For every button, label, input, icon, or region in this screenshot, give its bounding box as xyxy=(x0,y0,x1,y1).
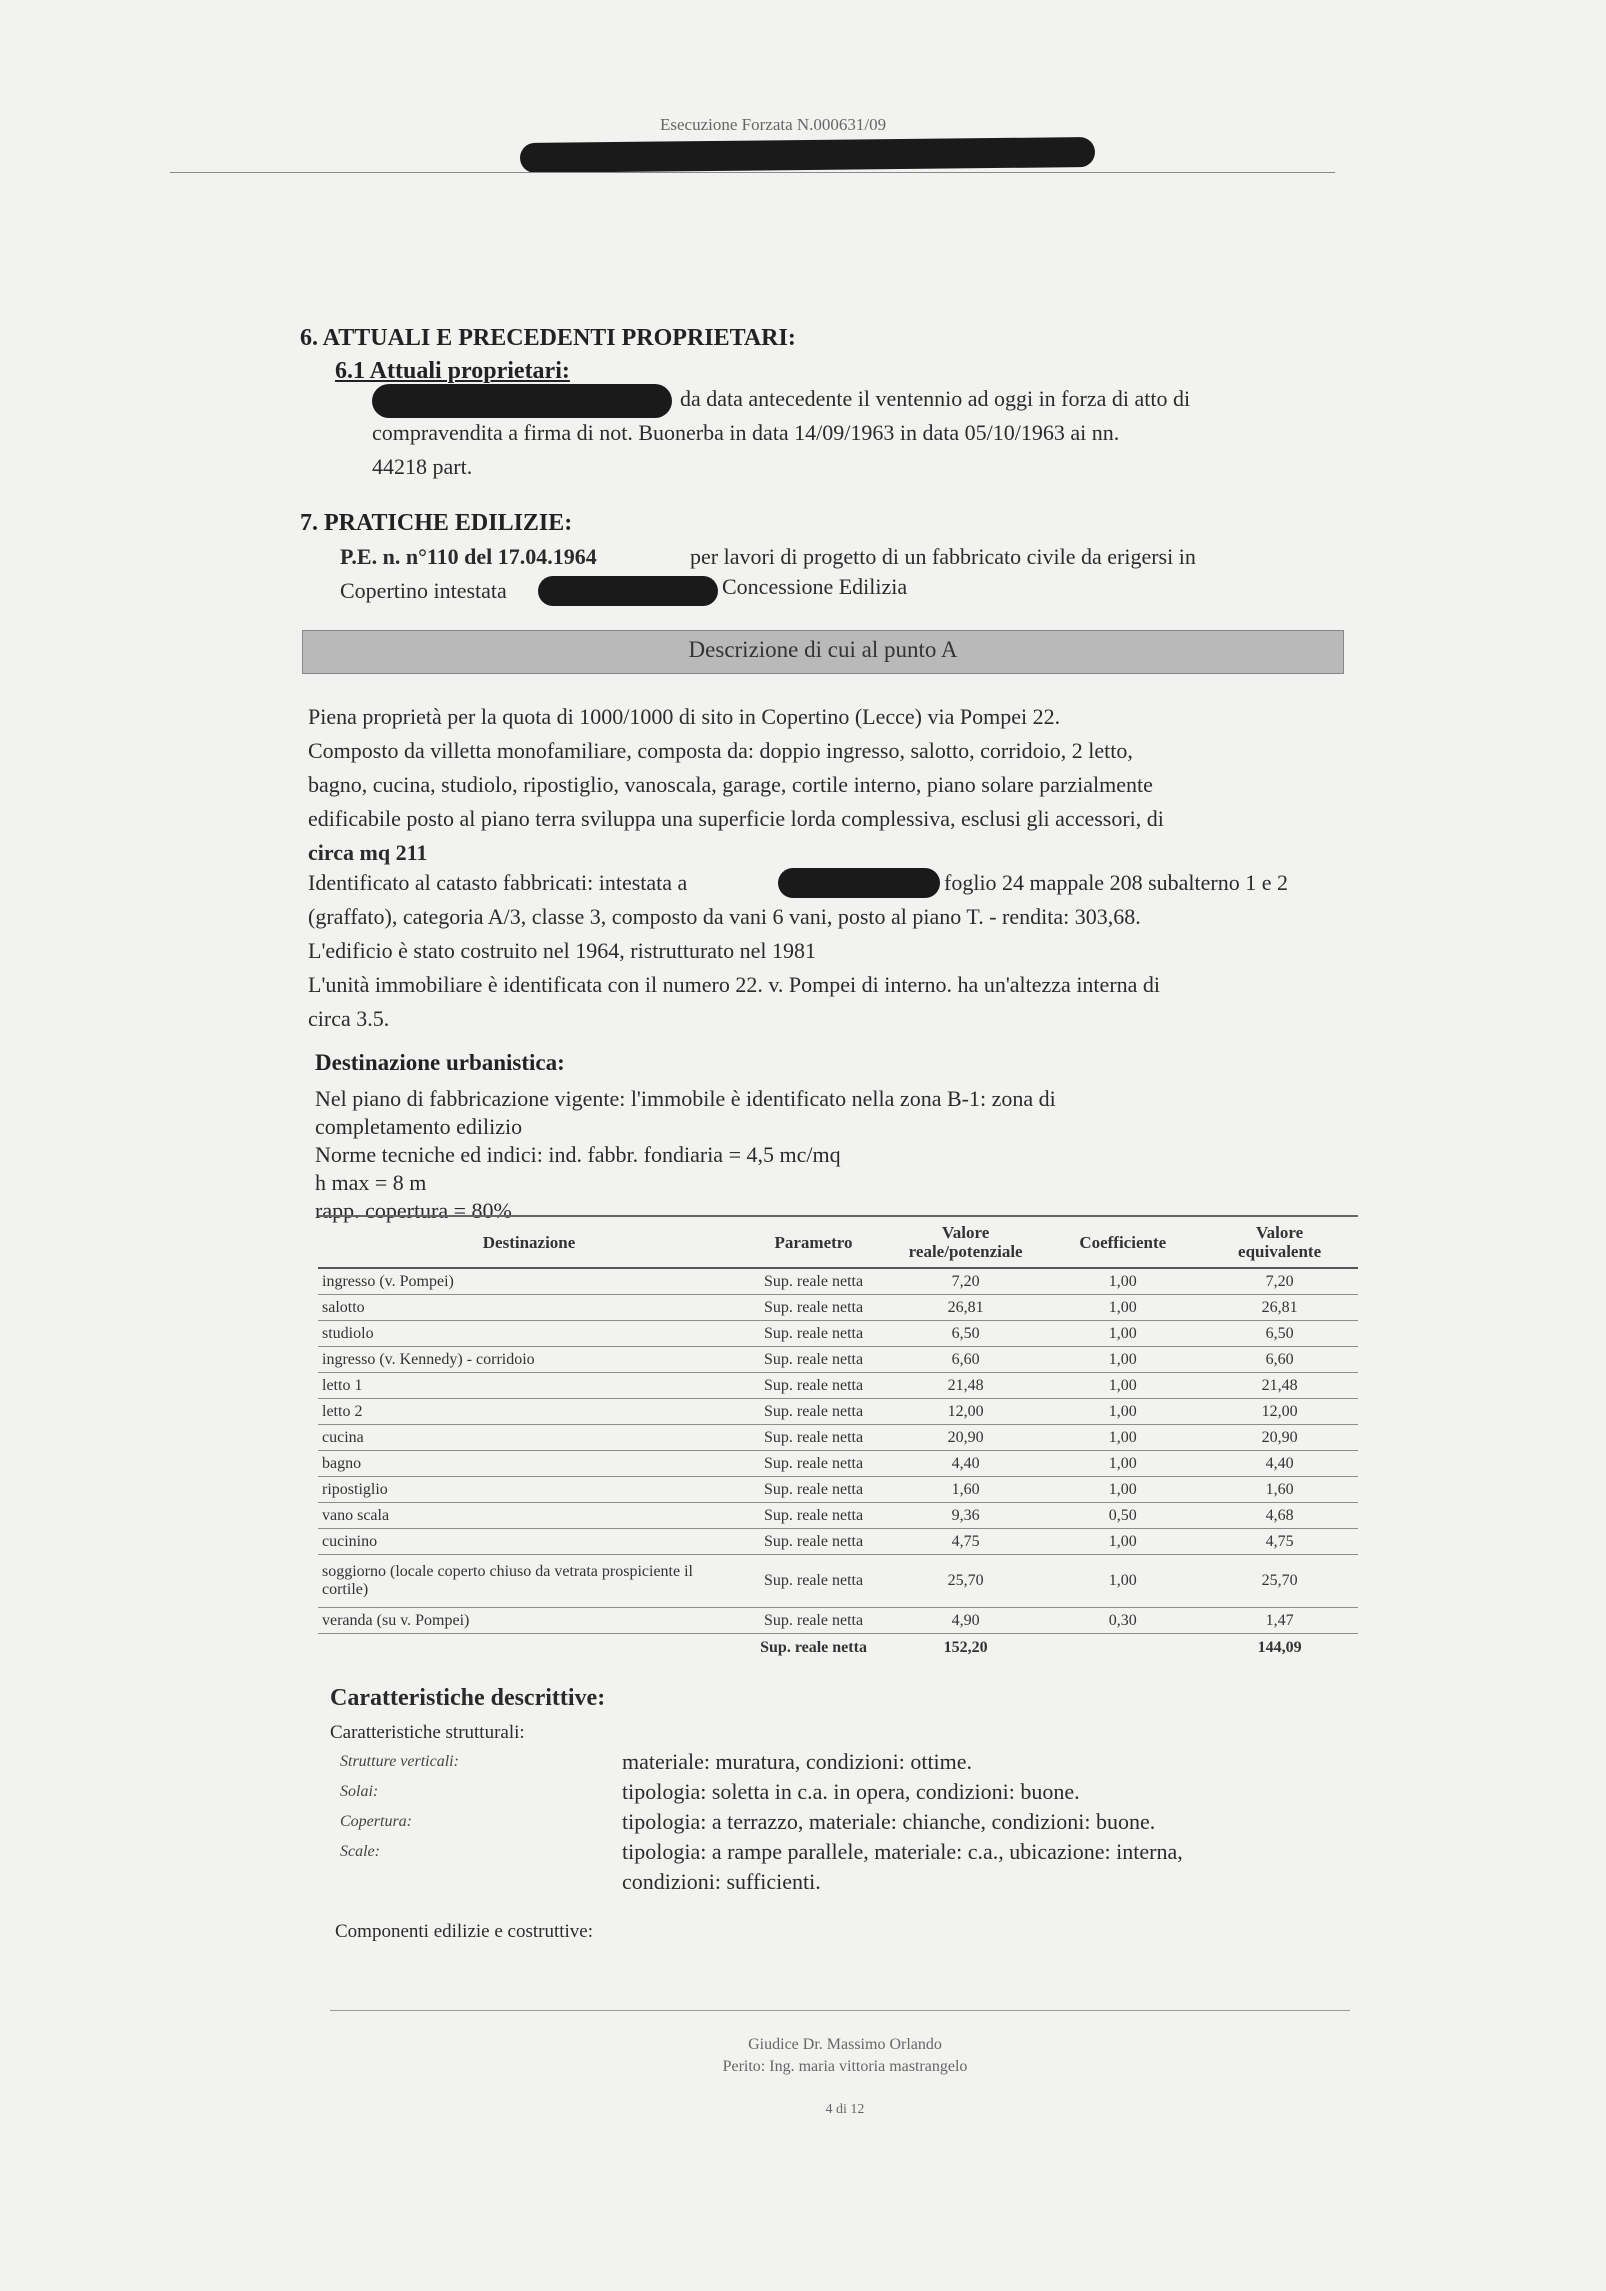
cell-coef: 1,00 xyxy=(1044,1321,1201,1347)
cell-param: Sup. reale netta xyxy=(740,1295,887,1321)
cell-dest: ingresso (v. Pompei) xyxy=(318,1268,740,1295)
cell-coef: 1,00 xyxy=(1044,1295,1201,1321)
cell-coef: 1,00 xyxy=(1044,1555,1201,1608)
cell-coef: 1,00 xyxy=(1044,1451,1201,1477)
cell-val: 4,75 xyxy=(887,1529,1044,1555)
urban-heading: Destinazione urbanistica: xyxy=(315,1050,565,1075)
value-strutture: materiale: muratura, condizioni: ottime. xyxy=(622,1749,973,1774)
urban-l3: Norme tecniche ed indici: ind. fabbr. fondiaria = 4,5 mc/mq xyxy=(315,1142,841,1167)
table-row xyxy=(318,1529,1358,1555)
cell-dest: salotto xyxy=(318,1295,740,1321)
cell-dest: cucinino xyxy=(318,1529,740,1555)
value-scale-cont: condizioni: sufficienti. xyxy=(622,1869,821,1894)
cell-coef: 0,50 xyxy=(1044,1503,1201,1529)
cell-param: Sup. reale netta xyxy=(740,1555,887,1608)
cell-coef: 1,00 xyxy=(1044,1529,1201,1555)
cell-coef: 1,00 xyxy=(1044,1399,1201,1425)
table-row xyxy=(318,1555,1358,1608)
table-row xyxy=(318,1503,1358,1529)
col-eq-line2: equivalente xyxy=(1238,1242,1322,1261)
cell-dest: letto 1 xyxy=(318,1373,740,1399)
cell-eq: 1,47 xyxy=(1201,1608,1358,1634)
footer-divider xyxy=(330,2010,1350,2011)
cell-dest: vano scala xyxy=(318,1503,740,1529)
cell-param: Sup. reale netta xyxy=(740,1373,887,1399)
cell-val: 6,60 xyxy=(887,1347,1044,1373)
urban-l5: rapp. copertura = 80% xyxy=(315,1198,512,1223)
urban-l2: completamento edilizio xyxy=(315,1114,523,1139)
cell-val: 26,81 xyxy=(887,1295,1044,1321)
cell-dest: veranda (su v. Pompei) xyxy=(318,1608,740,1634)
cell-coef: 1,00 xyxy=(1044,1477,1201,1503)
cell-eq: 25,70 xyxy=(1201,1555,1358,1608)
col-destinazione: Destinazione xyxy=(318,1216,740,1268)
cell-val: 21,48 xyxy=(887,1373,1044,1399)
cell-val: 25,70 xyxy=(887,1555,1044,1608)
desc-p6a: Identificato al catasto fabbricati: intestata a xyxy=(308,870,688,895)
redaction-mark xyxy=(520,137,1095,173)
caratteristiche-heading: Caratteristiche descrittive: xyxy=(330,1685,606,1711)
cell-val: 20,90 xyxy=(887,1425,1044,1451)
table-row xyxy=(318,1268,1358,1295)
col-eq-line1: Valore xyxy=(1255,1223,1304,1242)
table-row xyxy=(318,1321,1358,1347)
table-row xyxy=(318,1295,1358,1321)
value-scale: tipologia: a rampe parallele, materiale: c.a., ubicazione: interna, xyxy=(622,1839,1183,1864)
cell-dest: bagno xyxy=(318,1451,740,1477)
section6-line2: compravendita a firma di not. Buonerba in data 14/09/1963 in data 05/10/1963 ai nn. xyxy=(372,420,1120,445)
col-coefficiente: Coefficiente xyxy=(1044,1216,1201,1268)
total-eq: 144,09 xyxy=(1257,1639,1302,1656)
label-solai: Solai: xyxy=(340,1783,379,1800)
cell-val: 4,40 xyxy=(887,1451,1044,1477)
desc-p9: L'unità immobiliare è identificata con il numero 22. v. Pompei di interno. ha un'altezza interna di xyxy=(308,972,1161,997)
cell-dest: studiolo xyxy=(318,1321,740,1347)
componenti-label: Componenti edilizie e costruttive: xyxy=(335,1921,594,1942)
cell-val: 7,20 xyxy=(887,1268,1044,1295)
redaction-mark xyxy=(372,384,672,418)
desc-p6b: foglio 24 mappale 208 subalterno 1 e 2 xyxy=(944,870,1288,895)
banner-title: Descrizione di cui al punto A xyxy=(688,637,958,662)
cell-val: 12,00 xyxy=(887,1399,1044,1425)
table-row xyxy=(318,1347,1358,1373)
table-total-row xyxy=(318,1634,1358,1663)
cell-param: Sup. reale netta xyxy=(740,1451,887,1477)
cell-coef: 1,00 xyxy=(1044,1425,1201,1451)
value-solai: tipologia: soletta in c.a. in opera, condizioni: buone. xyxy=(622,1779,1080,1804)
cell-val: 6,50 xyxy=(887,1321,1044,1347)
redaction-mark xyxy=(778,868,940,898)
col-valore-reale xyxy=(887,1216,1044,1268)
cell-dest: ingresso (v. Kennedy) - corridoio xyxy=(318,1347,740,1373)
cell-param: Sup. reale netta xyxy=(740,1268,887,1295)
cell-param: Sup. reale netta xyxy=(740,1503,887,1529)
cell-val: 9,36 xyxy=(887,1503,1044,1529)
cell-param: Sup. reale netta xyxy=(740,1529,887,1555)
cell-coef: 1,00 xyxy=(1044,1347,1201,1373)
desc-p3: bagno, cucina, studiolo, ripostiglio, vanoscala, garage, cortile interno, piano solare parzialmente xyxy=(308,772,1153,797)
urban-l4: h max = 8 m xyxy=(315,1170,427,1195)
cell-param: Sup. reale netta xyxy=(740,1399,887,1425)
cell-param: Sup. reale netta xyxy=(740,1321,887,1347)
page-number: 4 di 12 xyxy=(825,2102,865,2117)
header-title: Esecuzione Forzata N.000631/09 xyxy=(660,115,887,134)
desc-p10: circa 3.5. xyxy=(308,1006,390,1031)
table-row xyxy=(318,1608,1358,1634)
caratteristiche-sub: Caratteristiche strutturali: xyxy=(330,1722,525,1743)
section7-heading: 7. PRATICHE EDILIZIE: xyxy=(300,510,573,536)
urban-l1: Nel piano di fabbricazione vigente: l'immobile è identificato nella zona B-1: zona di xyxy=(315,1086,1056,1111)
desc-p2: Composto da villetta monofamiliare, composta da: doppio ingresso, salotto, corridoio, 2 letto, xyxy=(308,738,1133,763)
cell-eq: 26,81 xyxy=(1201,1295,1358,1321)
section7-line1: per lavori di progetto di un fabbricato civile da erigersi in xyxy=(690,544,1196,569)
cell-param: Sup. reale netta xyxy=(740,1347,887,1373)
value-copertura: tipologia: a terrazzo, materiale: chianche, condizioni: buone. xyxy=(622,1809,1156,1834)
cell-eq: 20,90 xyxy=(1201,1425,1358,1451)
cell-param: Sup. reale netta xyxy=(740,1608,887,1634)
section6-heading: 6. ATTUALI E PRECEDENTI PROPRIETARI: xyxy=(300,325,796,351)
header-divider xyxy=(170,172,1335,173)
section7-line2b: Concessione Edilizia xyxy=(722,574,908,599)
cell-coef: 0,30 xyxy=(1044,1608,1201,1634)
section6-subheading: 6.1 Attuali proprietari: xyxy=(335,358,570,384)
cell-eq: 6,60 xyxy=(1201,1347,1358,1373)
cell-eq: 21,48 xyxy=(1201,1373,1358,1399)
cell-eq: 4,68 xyxy=(1201,1503,1358,1529)
desc-p5: circa mq 211 xyxy=(308,840,428,865)
cell-dest: cucina xyxy=(318,1425,740,1451)
desc-p7: (graffato), categoria A/3, classe 3, composto da vani 6 vani, posto al piano T. - rendita: 303,68. xyxy=(308,904,1141,929)
footer-expert: Perito: Ing. maria vittoria mastrangelo xyxy=(722,2058,968,2075)
total-param: Sup. reale netta xyxy=(760,1639,867,1656)
cell-eq: 4,75 xyxy=(1201,1529,1358,1555)
section7-line2a: Copertino intestata xyxy=(340,578,507,603)
cell-eq: 1,60 xyxy=(1201,1477,1358,1503)
cell-coef: 1,00 xyxy=(1044,1373,1201,1399)
desc-p1: Piena proprietà per la quota di 1000/1000 di sito in Copertino (Lecce) via Pompei 22. xyxy=(308,704,1061,729)
cell-param: Sup. reale netta xyxy=(740,1425,887,1451)
cell-dest: soggiorno (locale coperto chiuso da vetrata prospiciente il cortile) xyxy=(318,1555,740,1608)
col-valore-line1: Valore xyxy=(942,1223,990,1242)
col-valore-line2: reale/potenziale xyxy=(908,1242,1023,1261)
table-row xyxy=(318,1451,1358,1477)
redaction-mark xyxy=(538,576,718,606)
col-valore-equivalente xyxy=(1201,1216,1358,1268)
cell-eq: 7,20 xyxy=(1201,1268,1358,1295)
col-parametro: Parametro xyxy=(740,1216,887,1268)
section6-line1: da data antecedente il ventennio ad oggi in forza di atto di xyxy=(680,386,1191,411)
desc-p4: edificabile posto al piano terra sviluppa una superficie lorda complessiva, esclusi gli accessori, di xyxy=(308,806,1164,831)
cell-dest: ripostiglio xyxy=(318,1477,740,1503)
surface-table xyxy=(318,1215,1358,1662)
cell-eq: 4,40 xyxy=(1201,1451,1358,1477)
table-row xyxy=(318,1399,1358,1425)
section-banner xyxy=(302,630,1344,674)
section6-line3: 44218 part. xyxy=(372,454,473,479)
label-copertura: Copertura: xyxy=(340,1813,412,1830)
cell-eq: 12,00 xyxy=(1201,1399,1358,1425)
label-strutture: Strutture verticali: xyxy=(340,1753,459,1770)
total-val: 152,20 xyxy=(943,1639,988,1656)
cell-val: 1,60 xyxy=(887,1477,1044,1503)
label-scale: Scale: xyxy=(340,1843,380,1860)
pe-reference: P.E. n. n°110 del 17.04.1964 xyxy=(340,544,597,569)
footer-judge: Giudice Dr. Massimo Orlando xyxy=(748,2036,942,2053)
desc-p8: L'edificio è stato costruito nel 1964, ristrutturato nel 1981 xyxy=(308,938,817,963)
cell-eq: 6,50 xyxy=(1201,1321,1358,1347)
cell-param: Sup. reale netta xyxy=(740,1477,887,1503)
cell-val: 4,90 xyxy=(887,1608,1044,1634)
table-row xyxy=(318,1373,1358,1399)
table-header-row xyxy=(318,1216,1358,1268)
cell-coef: 1,00 xyxy=(1044,1268,1201,1295)
table-row xyxy=(318,1425,1358,1451)
table-row xyxy=(318,1477,1358,1503)
cell-dest: letto 2 xyxy=(318,1399,740,1425)
